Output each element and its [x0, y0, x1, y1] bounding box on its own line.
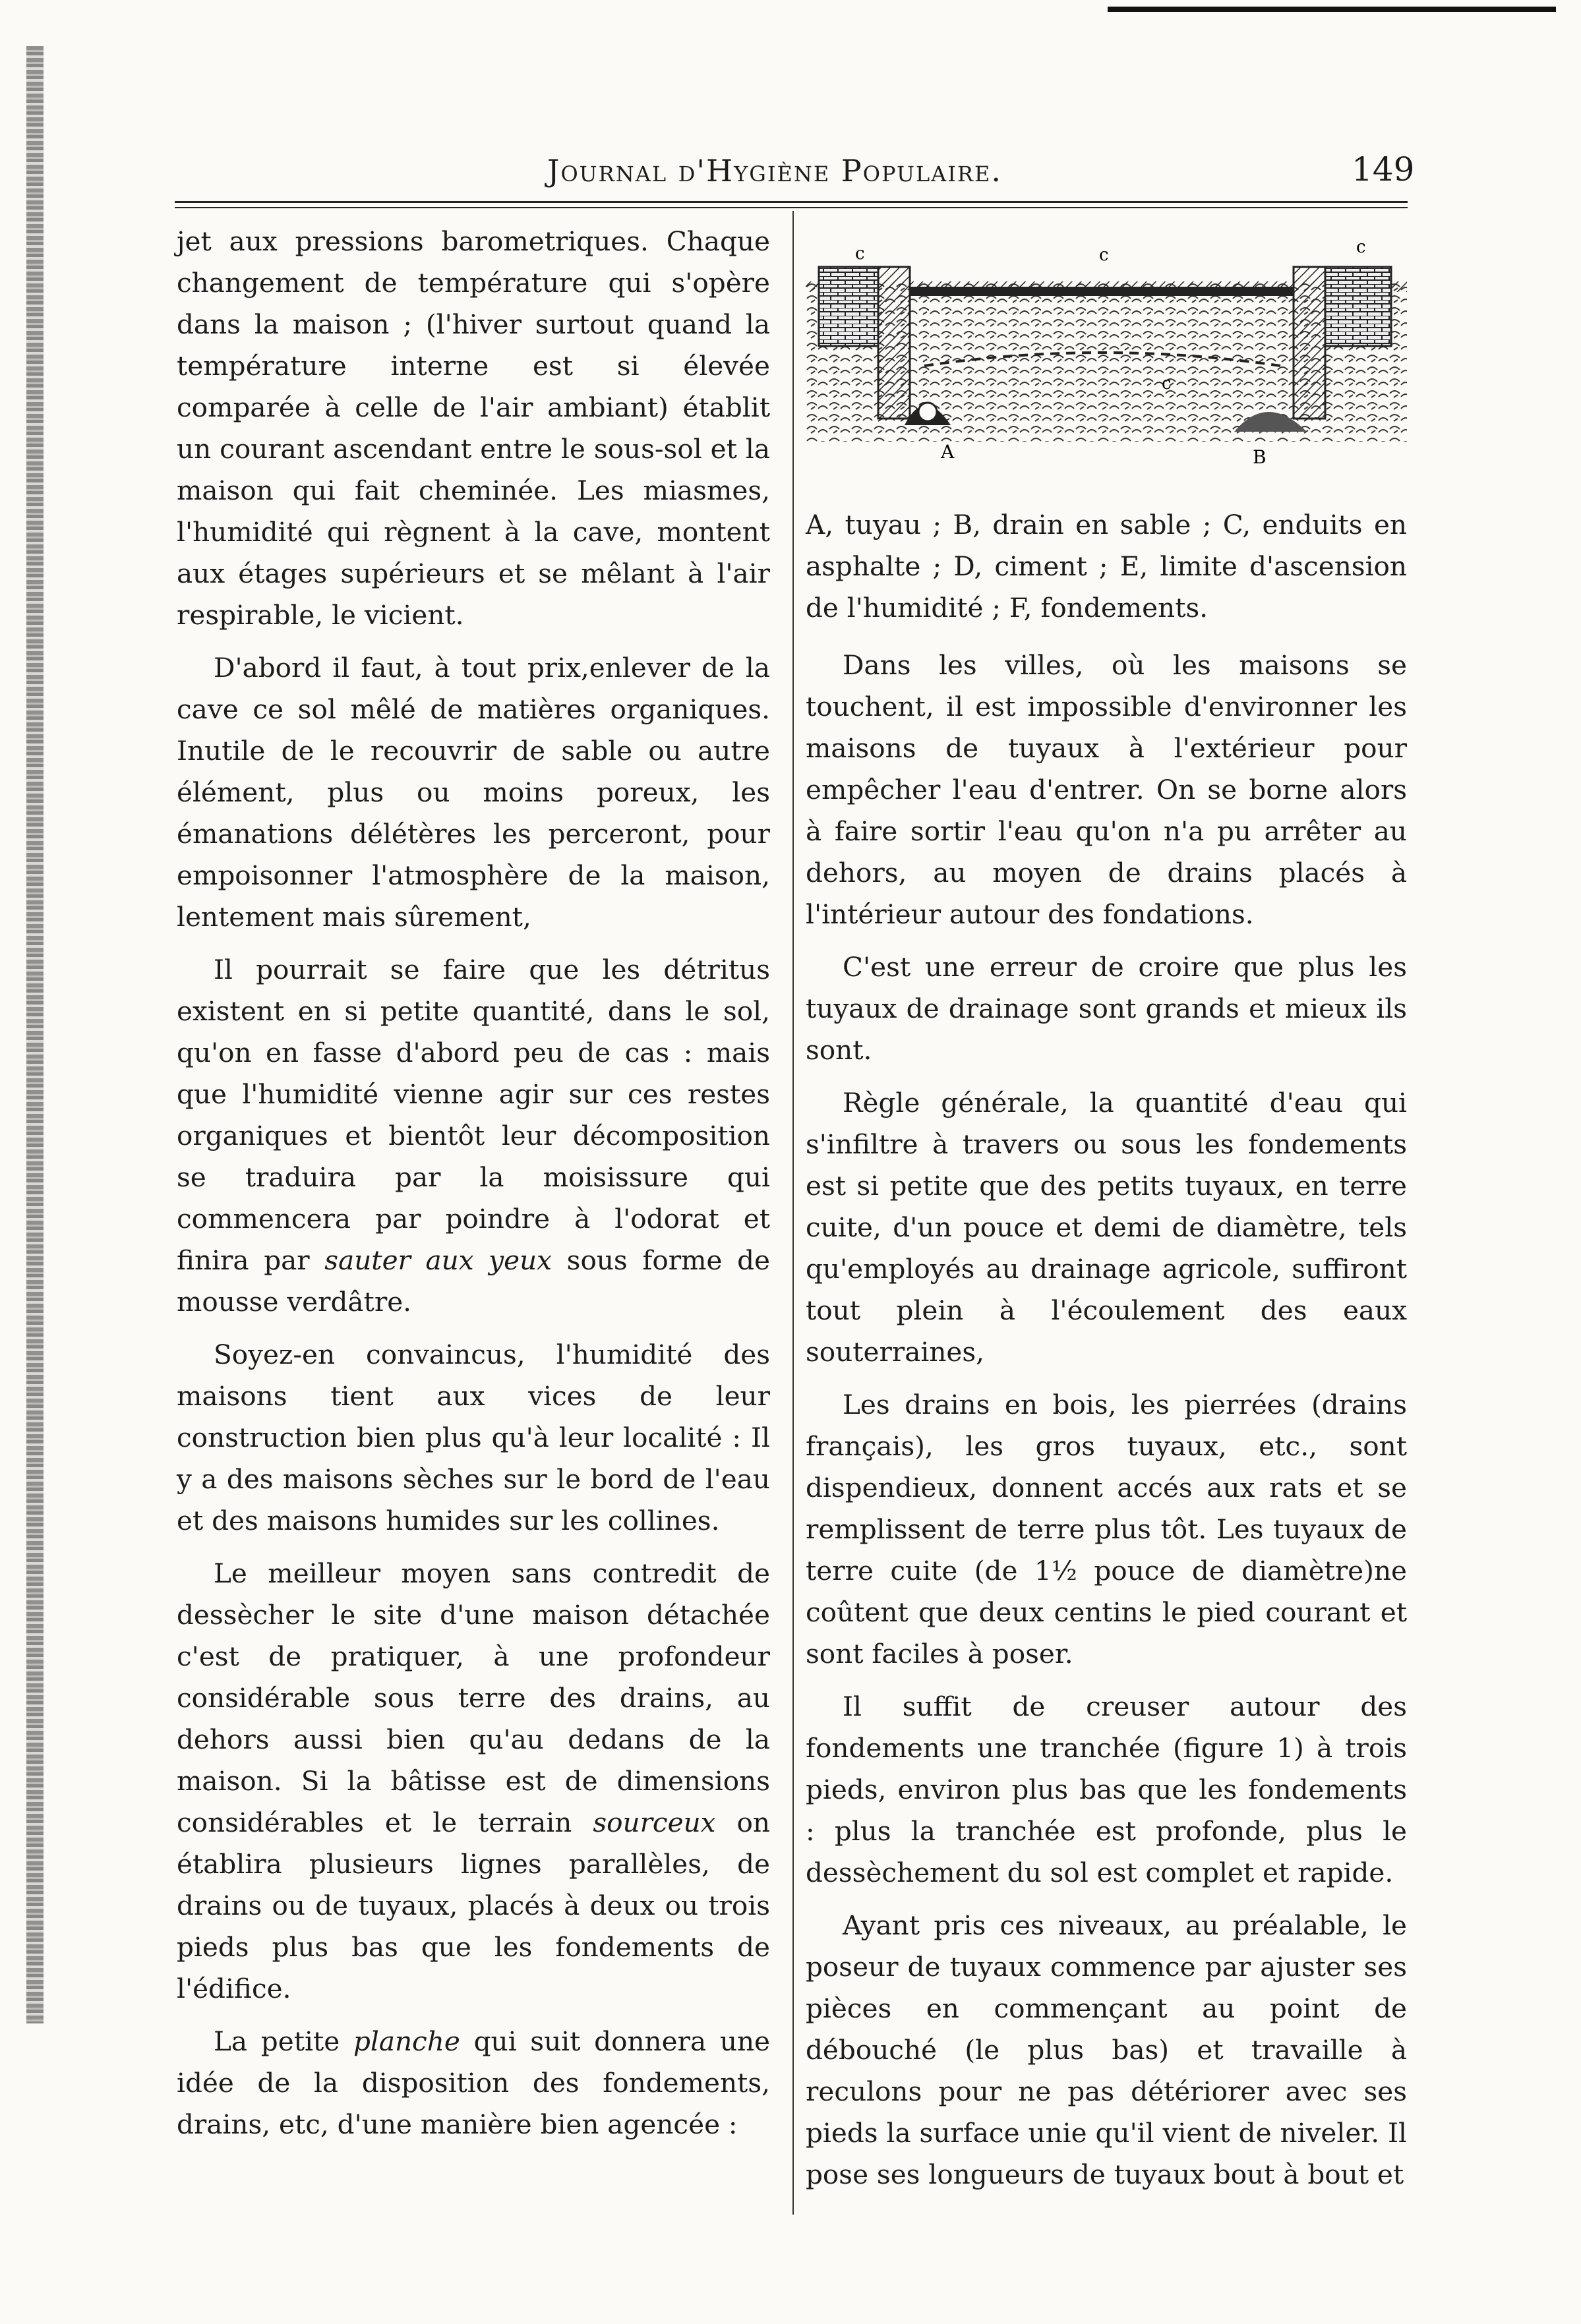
left-paragraph-6 [177, 2021, 770, 2145]
left-p3-text-b: sous forme de mousse verdâtre. [177, 1244, 770, 1318]
left-paragraph-3 [177, 949, 770, 1323]
left-p5-text-a: Le meilleur moyen sans contredit de dessècher le site d'une maison détachée c'est de pratiquer, à une profondeur considérable sous terre des drains, au dehors aussi bien qu'au dedans de la maison. Si la bâtisse est de dimensions considérables et le terrain [177, 1557, 770, 1838]
left-wall [819, 267, 878, 346]
left-foundation [878, 267, 910, 419]
column-divider [792, 211, 794, 2215]
page-number: 149 [1352, 150, 1415, 189]
right-paragraph-2: C'est une erreur de croire que plus les tuyaux de drainage sont grands et mieux ils sont. [806, 951, 1407, 1066]
scan-margin-edge [26, 46, 44, 2023]
scan-top-bar [1108, 7, 1556, 12]
foundation-drain-illustration [806, 221, 1407, 486]
running-header-title: Journal d'Hygiène Populaire. [547, 153, 1003, 189]
label-b: B [1253, 446, 1267, 468]
label-top-right: c [1356, 237, 1366, 257]
header-rule [175, 201, 1408, 203]
label-top-middle: c [1099, 245, 1109, 265]
left-paragraph-2: D'abord il faut, à tout prix,enlever de la cave ce sol mêlé de matières organiques. Inutile de le recouvrir de sable ou autre élément, plus ou moins poreux, les émanations délétères les perceront, pour empoisonner l'atmosphère de la maison, lentement mais sûrement, [177, 652, 770, 933]
left-p3-text-a: Il pourrait se faire que les détritus existent en si petite quantité, dans le sol, qu'on en fasse d'abord peu de cas : mais que l'humidité vienne agir sur ces restes organiques et bientôt leur décomposition se traduira par la moisissure qui commencera par poindre à l'odorat et finira par [177, 954, 770, 1276]
left-p6-text-b: qui suit donnera une idée de la disposition des fondements, drains, etc, d'une manière bien agencée : [177, 2025, 771, 2140]
figure-caption: A, tuyau ; B, drain en sable ; C, enduits en asphalte ; D, ciment ; E, limite d'ascension de l'humidité ; F, fondements. [806, 509, 1407, 624]
left-p5-text-b: on établira plusieurs lignes parallèles, de drains ou de tuyaux, placés à deux ou trois pieds plus bas que les fondements de l'édifice. [177, 1807, 770, 2004]
left-p5-italic: sourceux [593, 1807, 716, 1838]
label-top-left: c [855, 244, 865, 264]
floor-slab [910, 287, 1294, 296]
tuyau-a [918, 403, 937, 421]
right-foundation [1294, 267, 1325, 419]
left-p6-text-a: La petite [214, 2025, 353, 2057]
right-column [806, 221, 1407, 2207]
left-paragraph-5 [177, 1553, 770, 2010]
right-paragraph-3: Règle générale, la quantité d'eau qui s'infiltre à travers ou sous les fondements est si petite que des petits tuyaux, en terre cuite, d'un pouce et demi de diamètre, tels qu'employés au drainage agricole, suffiront tout plein à l'écoulement des eaux souterraines, [806, 1087, 1407, 1368]
right-paragraph-1: Dans les villes, où les maisons se touchent, il est impossible d'environner les maisons de tuyaux à l'extérieur pour empêcher l'eau d'entrer. On se borne alors à faire sortir l'eau qu'on n'a pu arrêter au dehors, au moyen de drains placés à l'intérieur autour des fondations. [806, 649, 1407, 930]
left-p3-italic: sauter aux yeux [324, 1244, 552, 1276]
right-paragraph-6: Ayant pris ces niveaux, au préalable, le poseur de tuyaux commence par ajuster ses pièces en commençant au point de débouché (le plus bas) et travaille à reculons pour ne pas détériorer avec ses pieds la surface unie qu'il vient de niveler. Il pose ses longueurs de tuyaux bout à bout et [806, 1909, 1407, 2190]
left-paragraph-4: Soyez-en convaincus, l'humidité des maisons tient aux vices de leur construction bien plus qu'à leur localité : Il y a des maisons sèches sur le bord de l'eau et des maisons humides sur les collines. [177, 1339, 770, 1536]
right-paragraph-4: Les drains en bois, les pierrées (drains français), les gros tuyaux, etc., sont dispendieux, donnent accés aux rats et se remplissent de terre plus tôt. Les tuyaux de terre cuite (de 1½ pouce de diamètre)ne coûtent que deux centins le pied courant et sont faciles à poser. [806, 1389, 1407, 1670]
left-p6-italic: planche [353, 2025, 460, 2057]
left-column [177, 221, 770, 2157]
header-rule-secondary [175, 207, 1408, 208]
right-wall [1325, 267, 1391, 346]
right-paragraph-5: Il suffit de creuser autour des fondements une tranchée (figure 1) à trois pieds, environ plus bas que les fondements : plus la tranchée est profonde, plus le dessèchement du sol est complet et rapide. [806, 1691, 1407, 1888]
label-inner: c [1162, 374, 1172, 393]
label-a: A [941, 441, 955, 463]
left-paragraph-1: jet aux pressions barometriques. Chaque changement de température qui s'opère dans la maison ; (l'hiver surtout quand la température interne est si élevée comparée à celle de l'air ambiant) établit un courant ascendant entre le sous-sol et la maison qui fait cheminée. Les miasmes, l'humidité qui règnent à la cave, montent aux étages supérieurs et se mêlant à l'air respirable, le vicient. [177, 225, 770, 631]
